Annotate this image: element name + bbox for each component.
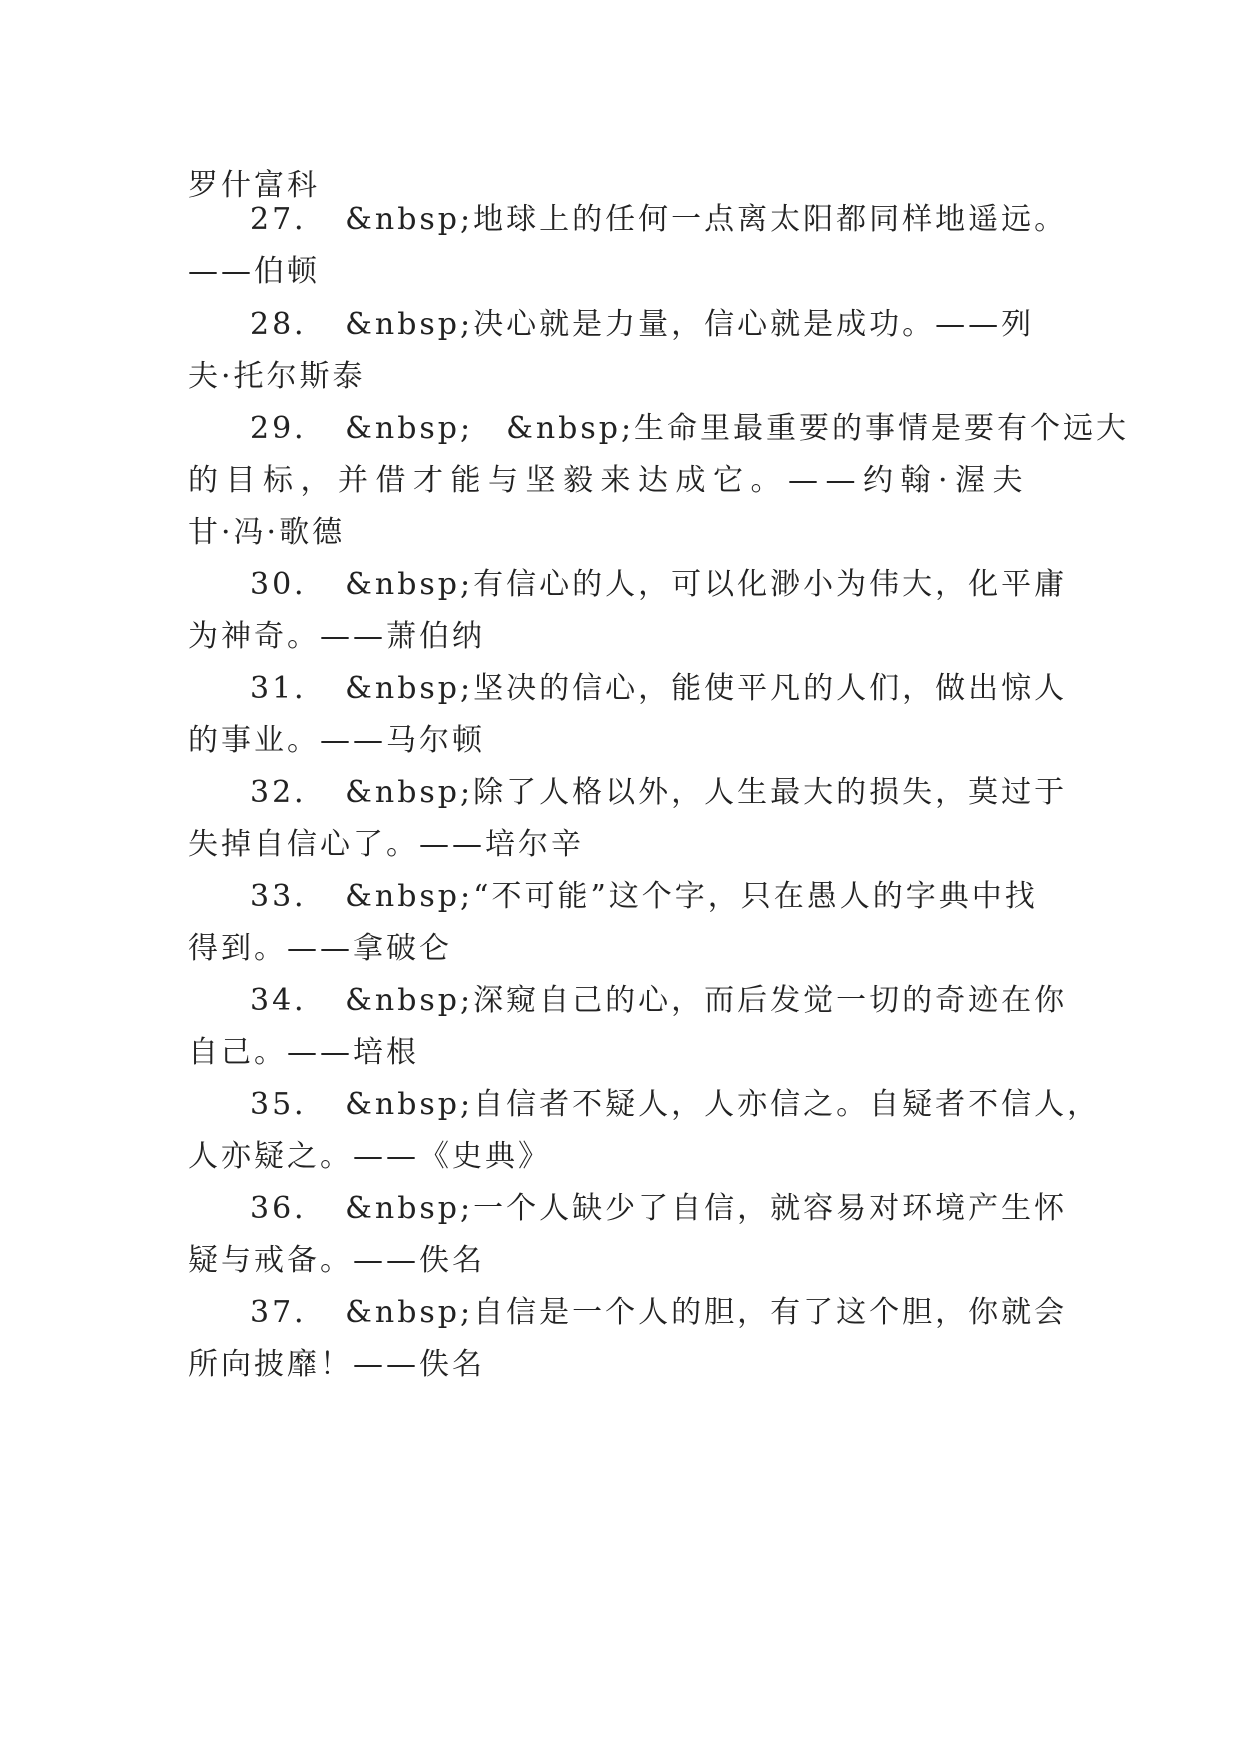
quote-line: 28． &nbsp;决心就是力量，信心就是成功。——列	[250, 307, 1035, 342]
text-line: ——伯顿	[188, 254, 320, 289]
quote-line: 34． &nbsp;深窥自己的心，而后发觉一切的奇迹在你	[250, 983, 1068, 1018]
text-line: 失掉自信心了。——培尔辛	[188, 827, 584, 862]
text-line: 夫·托尔斯泰	[188, 359, 366, 394]
text-line: 自己。——培根	[188, 1035, 419, 1070]
quote-line: 36． &nbsp;一个人缺少了自信，就容易对环境产生怀	[250, 1191, 1068, 1226]
quote-line: 32． &nbsp;除了人格以外，人生最大的损失，莫过于	[250, 775, 1068, 810]
quote-line: 37． &nbsp;自信是一个人的胆，有了这个胆，你就会	[250, 1295, 1068, 1330]
quote-line: 35． &nbsp;自信者不疑人，人亦信之。自疑者不信人，	[250, 1087, 1101, 1122]
quote-line: 31． &nbsp;坚决的信心，能使平凡的人们，做出惊人	[250, 671, 1068, 706]
text-line: 的事业。——马尔顿	[188, 723, 485, 758]
text-line: 甘·冯·歌德	[188, 515, 346, 550]
text-line: 所向披靡！——佚名	[188, 1347, 485, 1382]
quote-line: 27． &nbsp;地球上的任何一点离太阳都同样地遥远。	[250, 202, 1068, 237]
text-line: 人亦疑之。——《史典》	[188, 1139, 551, 1174]
text-line: 得到。——拿破仑	[188, 931, 452, 966]
text-line: 的目标，并借才能与坚毅来达成它。——约翰·渥夫	[188, 463, 1031, 498]
quote-line: 29． &nbsp; &nbsp;生命里最重要的事情是要有个远大	[250, 411, 1130, 446]
text-line: 罗什富科	[188, 168, 320, 203]
quote-line: 33． &nbsp;“不可能”这个字，只在愚人的字典中找	[250, 879, 1038, 914]
quote-line: 30． &nbsp;有信心的人，可以化渺小为伟大，化平庸	[250, 567, 1068, 602]
text-line: 疑与戒备。——佚名	[188, 1243, 485, 1278]
text-line: 为神奇。——萧伯纳	[188, 619, 485, 654]
